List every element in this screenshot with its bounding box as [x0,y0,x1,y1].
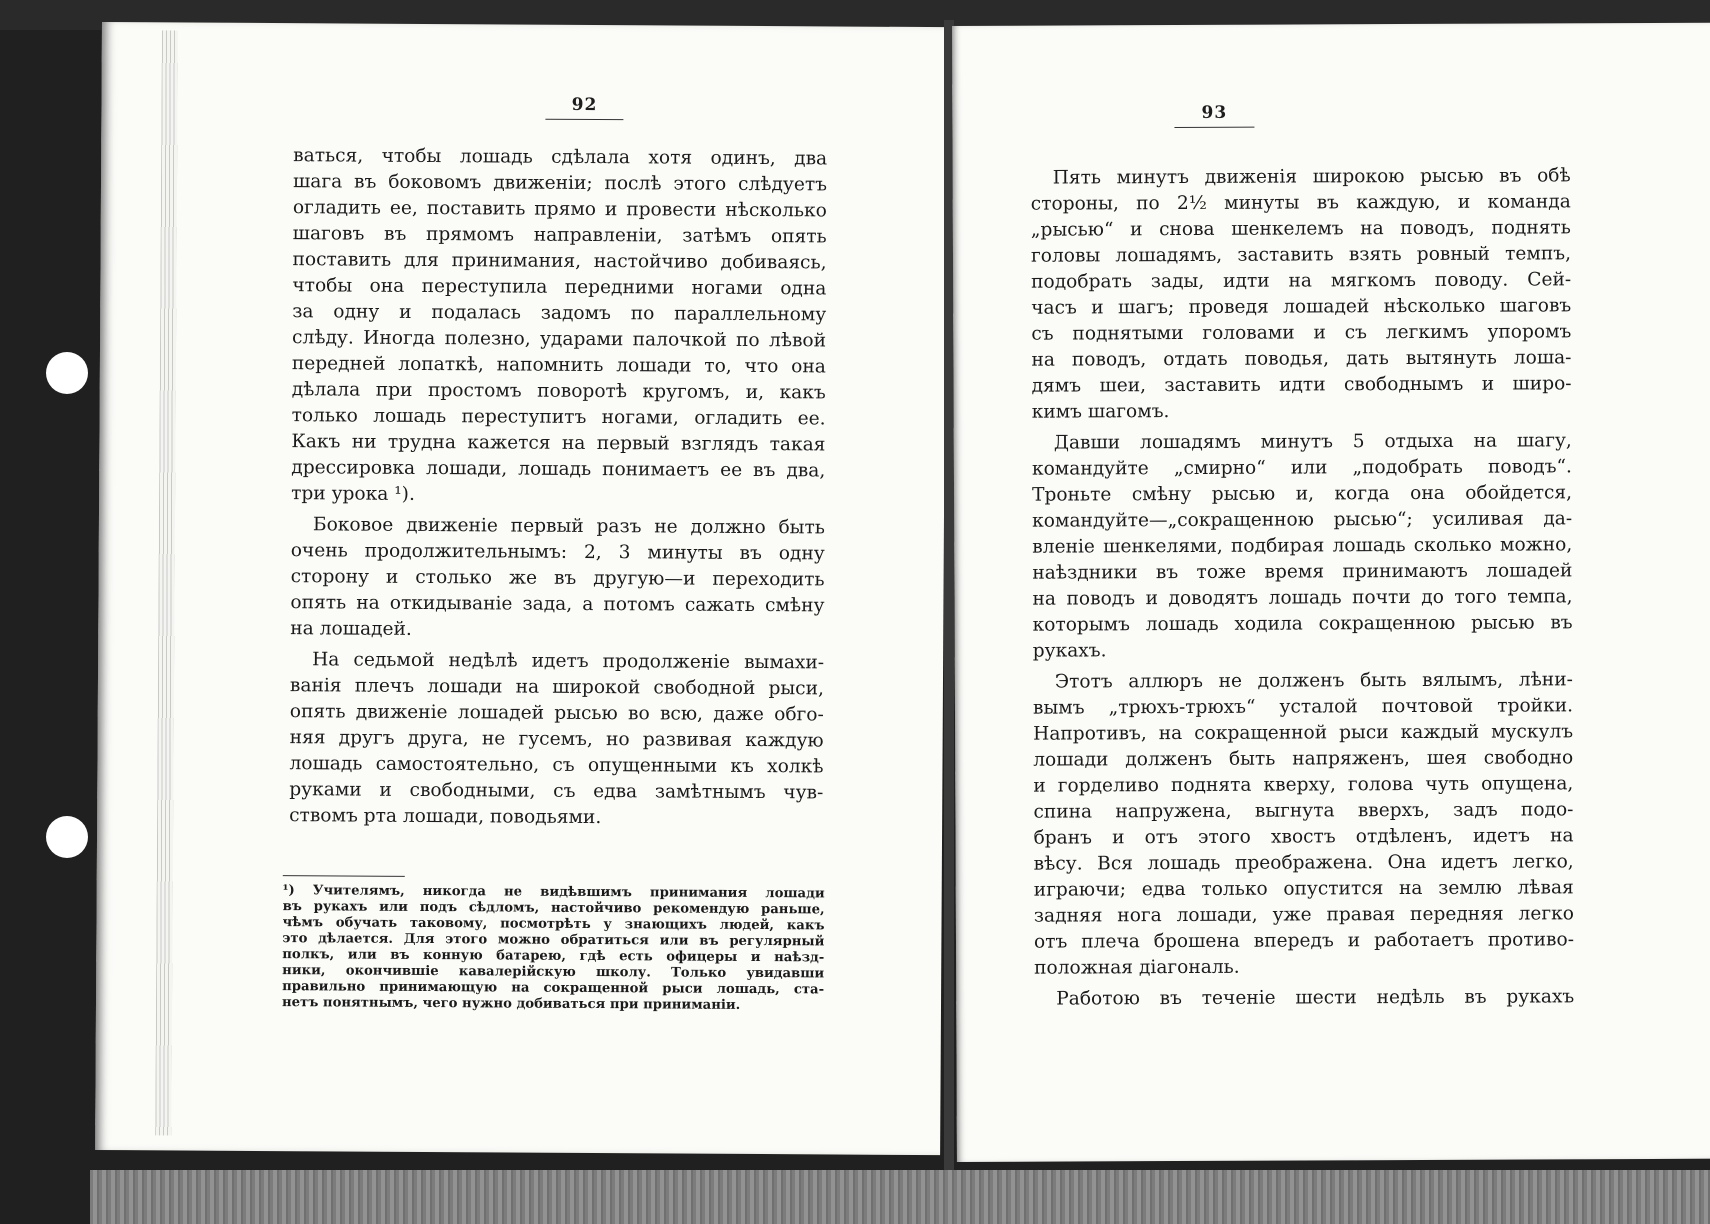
text-line: Какъ ни трудна кажется на первый взглядъ такая [291,431,826,456]
binder-hole-bottom [46,816,88,858]
text-line: командуйте—„сокращенною рысью“; усиливая да- [1032,508,1573,532]
right-page [952,23,1710,1162]
text-line: это дѣлается. Для этого можно обратиться или въ регулярный [282,931,825,950]
text-line: Этотъ аллюръ не долженъ быть вялымъ, лѣни- [1054,669,1573,693]
text-line: задняя нога лошади, уже правая передняя легко [1033,903,1574,927]
text-line: поставить для принимания, настойчиво добиваясь, [292,249,827,274]
text-line: на поводъ, отдать поводья, дать вытянуть лоша- [1031,347,1572,371]
text-line: правильно принимающую на сокращенной рыси лошадь, ста- [282,979,825,998]
text-line: головы лошадямъ, заставить взять ровный темпъ, [1030,243,1572,267]
text-line: наѣздники въ тоже время принимаютъ лошадей [1032,560,1573,584]
text-line: передней лопаткѣ, напомнить лошади то, что она [291,353,826,378]
text-line: ¹) Учителямъ, никогда не видѣвшимъ принимания лошади [282,883,825,902]
text-line: На седьмой недѣлѣ идетъ продолженiе вымахи- [312,649,825,674]
text-line: отъ плеча брошена впередъ и работаетъ противо- [1033,929,1575,953]
text-line: командуйте „смирно“ или „подобрать поводъ“. [1031,456,1572,480]
text-line: въ рукахъ или подъ сѣдломъ, настойчиво рекомендую раньше, [282,899,825,918]
text-line: подобрать зады, идти на мягкомъ поводу. Сей- [1031,269,1572,293]
text-line: только лошадь переступитъ ногами, огладить ее. [291,405,826,430]
text-line: за одну и подалась задомъ по параллельному [292,301,827,326]
text-line: Давши лошадямъ минутъ 5 отдыха на шагу, [1053,430,1572,454]
text-line: дямъ шеи, заставить идти свободнымъ и широ- [1031,373,1572,397]
text-line: на лошадей. [290,618,412,640]
left-page [95,22,947,1155]
text-line: лошадь самостоятельно, съ опущенными къ холкѣ [289,753,824,778]
text-line: сторону и столько же въ другую—и переходить [290,566,825,591]
text-line: съ поднятыми головами и съ легкимъ упоромъ [1031,321,1572,345]
text-line: Работою въ теченiе шести недѣль въ рукахъ [1056,986,1575,1010]
text-line: Напротивъ, на сокращенной рыси каждый мускулъ [1033,721,1574,745]
text-line: Пять минутъ движенiя широкою рысью въ обѣ [1052,165,1571,189]
text-line: нетъ понятнымъ, чего нужно добиваться при приниманiи. [281,995,741,1013]
text-line: спина напружена, выгнута вверхъ, задъ подо- [1033,799,1574,823]
footnote [282,883,825,1014]
text-line: чтобы она переступила передними ногами одна [292,275,827,300]
text-line: часъ и шагъ; проведя лошадей нѣсколько шаговъ [1031,295,1572,319]
text-line: и горделиво поднята кверху, голова чуть опущена, [1033,773,1574,797]
text-line: рукахъ. [1032,640,1107,662]
left-page-body [289,143,827,832]
text-line: играючи; едва только опустится на землю лѣвая [1033,877,1574,901]
page-number-right: 93 [1174,103,1254,128]
page-number-left: 92 [544,95,624,120]
text-line: ники, окончившiе кавалерiйскую школу. Только увидавши [282,963,825,982]
text-line: полкъ, или въ конную батарею, гдѣ есть офицеры и наѣзд- [282,947,825,966]
text-line: няя другъ друга, не гусемъ, но развивая каждую [289,727,824,752]
text-line: Боковое движенiе первый разъ не должно быть [312,514,825,539]
text-line: стороны, по 2½ минуты въ каждую, и команда [1030,191,1571,215]
text-line: ванiя плечъ лошади на широкой свободной рыси, [289,675,825,700]
text-line: на поводъ и доводятъ лошадь почти до того темпа, [1032,586,1573,610]
text-line: кимъ шагомъ. [1031,401,1170,423]
text-line: вѣсу. Вся лошадь преображена. Она идетъ легко, [1033,851,1574,875]
text-line: вымъ „трюхъ-трюхъ“ усталой почтовой тройки. [1032,695,1574,719]
text-line: ствомъ рта лошади, поводьями. [289,805,602,829]
footnote-rule [283,875,405,877]
text-line: бранъ и отъ этого хвостъ отдѣленъ, идетъ на [1033,825,1574,849]
text-line: дрессировка лошади, лошадь понимаетъ ее въ два, [291,457,826,482]
text-line: лошади долженъ быть напряженъ, шея свободно [1033,747,1574,771]
text-line: очень продолжительнымъ: 2, 3 минуты въ одну [290,540,825,565]
text-line: вленiе шенкелями, подбирая лошадь сколько можно, [1032,534,1573,558]
text-line: которымъ лошадь ходила сокращенною рысью въ [1032,612,1573,636]
scan-bottom-strip [90,1170,1710,1224]
text-line: дѣлала при простомъ поворотѣ кругомъ, и, какъ [291,379,826,404]
text-line: чѣмъ обучать таковому, посмотрѣть у знающихъ людей, какъ [282,915,825,934]
text-line: ваться, чтобы лошадь сдѣлала хотя одинъ, два [293,145,828,170]
text-line: три урока ¹). [291,483,415,505]
text-line: слѣду. Иногда полезно, ударами палочкой по лѣвой [292,327,827,352]
text-line: Троньте смѣну рысью и, когда она обойдется, [1032,482,1573,506]
right-page-body [1031,163,1575,1012]
text-line: опять на откидыванiе зада, а потомъ сажать смѣну [290,592,825,617]
binder-hole-top [46,352,88,394]
text-line: огладить ее, поставить прямо и провести нѣсколько [292,197,827,222]
page-edges [155,30,178,1135]
text-line: шага въ боковомъ движенiи; послѣ этого слѣдуетъ [292,171,828,196]
text-line: шаговъ въ прямомъ направленiи, затѣмъ опять [292,223,827,248]
text-line: „рысью“ и снова шенкелемъ на поводъ, поднять [1030,217,1571,241]
text-line: опять движенiе лошадей рысью во всю, даже обго- [289,701,824,726]
text-line: руками и свободными, съ едва замѣтнымъ чув- [289,779,824,804]
text-line: положная дiагональ. [1034,956,1240,979]
